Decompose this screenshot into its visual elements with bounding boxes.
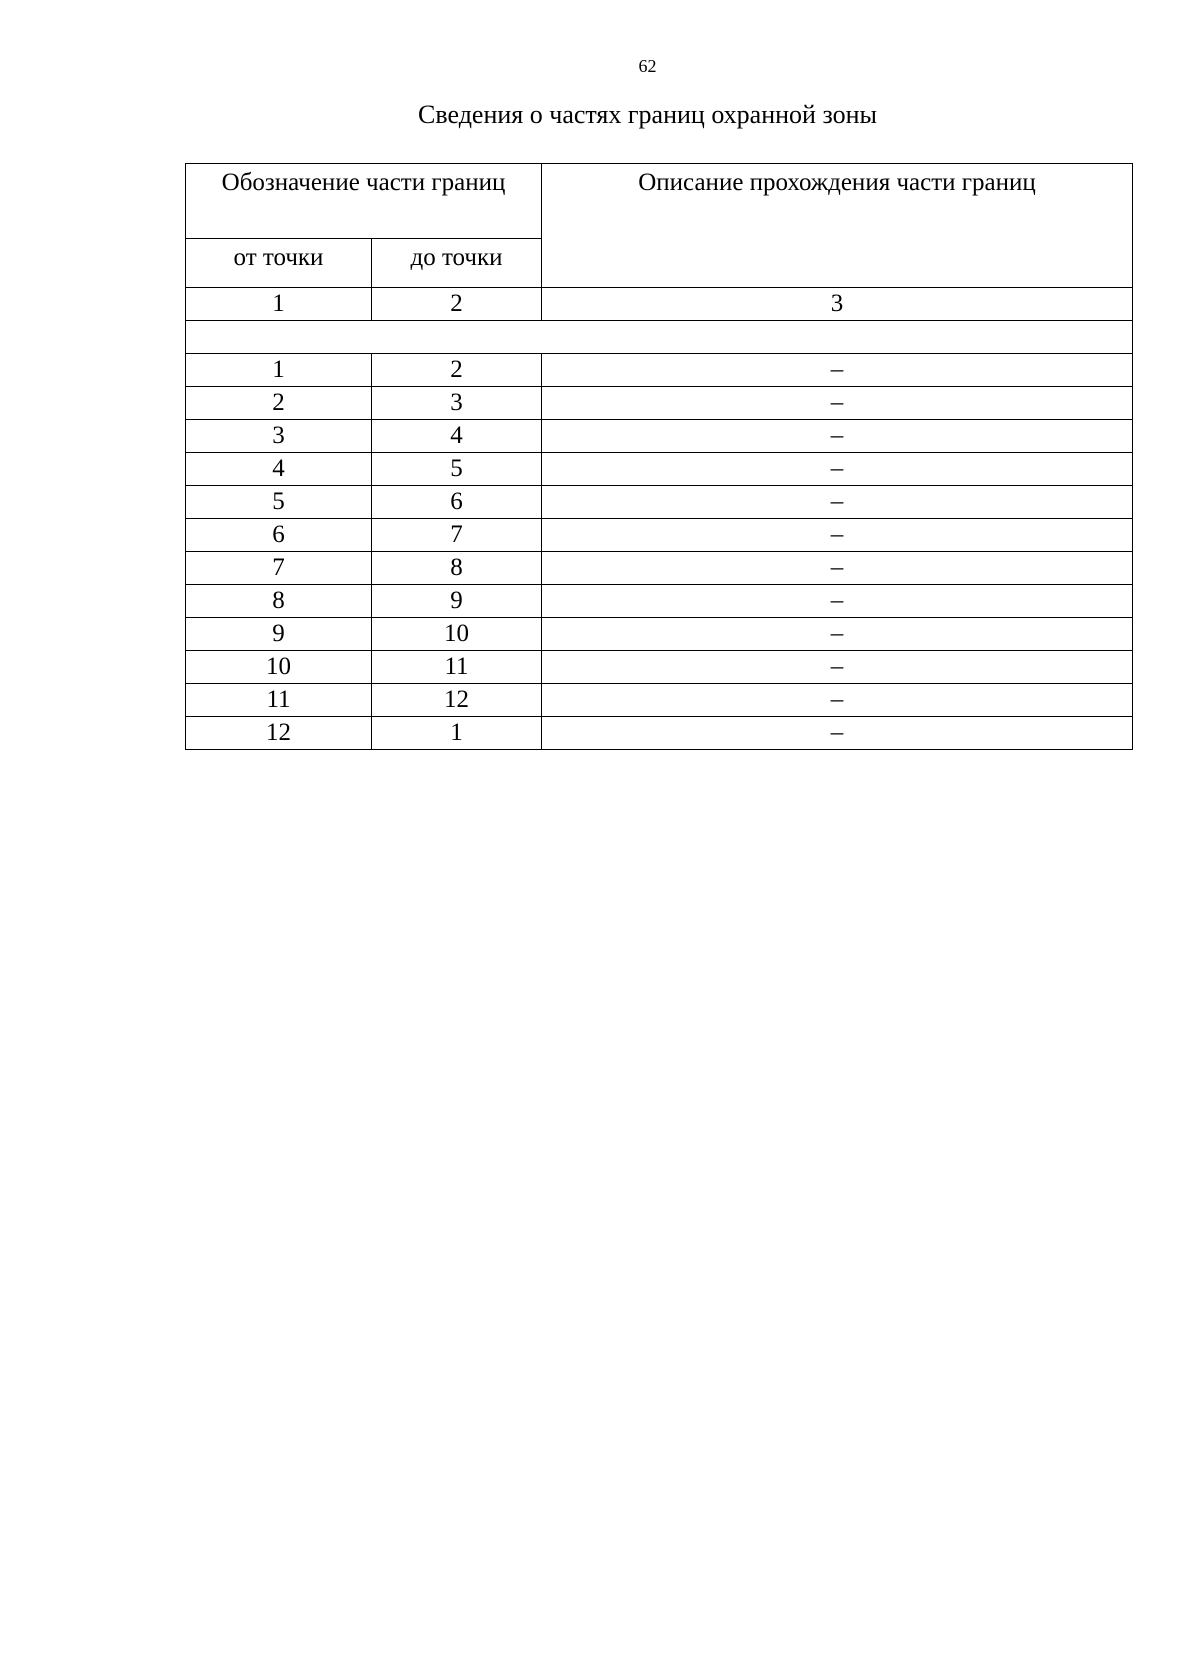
to-point-cell: 12: [372, 684, 542, 717]
to-point-cell: 2: [372, 354, 542, 387]
to-point-cell: 6: [372, 486, 542, 519]
designation-header: Обозначение части границ: [186, 164, 542, 239]
to-point-cell: 11: [372, 651, 542, 684]
table-header-row: [186, 164, 1133, 239]
from-point-cell: 2: [186, 387, 372, 420]
table-row: [186, 585, 1133, 618]
to-point-cell: 7: [372, 519, 542, 552]
description-cell: –: [542, 420, 1133, 453]
from-point-cell: 4: [186, 453, 372, 486]
boundary-parts-table: [185, 163, 1133, 750]
to-point-header: до точки: [372, 239, 542, 288]
from-point-cell: 1: [186, 354, 372, 387]
from-point-cell: 12: [186, 717, 372, 750]
to-point-cell: 5: [372, 453, 542, 486]
table-row: [186, 387, 1133, 420]
table-row: [186, 684, 1133, 717]
column-number-row: [186, 288, 1133, 321]
table-row: [186, 420, 1133, 453]
table-row: [186, 717, 1133, 750]
from-point-cell: 9: [186, 618, 372, 651]
from-point-cell: 5: [186, 486, 372, 519]
from-point-cell: 6: [186, 519, 372, 552]
description-cell: –: [542, 651, 1133, 684]
section-row: [186, 321, 1133, 354]
to-point-cell: 1: [372, 717, 542, 750]
to-point-cell: 4: [372, 420, 542, 453]
from-point-cell: 3: [186, 420, 372, 453]
table-row: [186, 354, 1133, 387]
description-cell: –: [542, 387, 1133, 420]
from-point-header: от точки: [186, 239, 372, 288]
column-number-3: 3: [542, 288, 1133, 321]
description-cell: –: [542, 519, 1133, 552]
table-row: [186, 519, 1133, 552]
from-point-cell: 7: [186, 552, 372, 585]
table-row: [186, 618, 1133, 651]
description-cell: –: [542, 453, 1133, 486]
table-row: [186, 453, 1133, 486]
description-cell: –: [542, 684, 1133, 717]
column-number-2: 2: [372, 288, 542, 321]
table-row: [186, 486, 1133, 519]
description-cell: –: [542, 552, 1133, 585]
table-row: [186, 651, 1133, 684]
to-point-cell: 3: [372, 387, 542, 420]
description-cell: –: [542, 486, 1133, 519]
description-header: Описание прохождения части границ: [542, 164, 1133, 288]
table-row: [186, 552, 1133, 585]
description-cell: –: [542, 354, 1133, 387]
column-number-1: 1: [186, 288, 372, 321]
description-cell: –: [542, 585, 1133, 618]
description-cell: –: [542, 618, 1133, 651]
from-point-cell: 10: [186, 651, 372, 684]
from-point-cell: 11: [186, 684, 372, 717]
page-number: 62: [638, 56, 657, 76]
description-cell: –: [542, 717, 1133, 750]
from-point-cell: 8: [186, 585, 372, 618]
document-title: Сведения о частях границ охранной зоны: [418, 100, 877, 129]
to-point-cell: 9: [372, 585, 542, 618]
to-point-cell: 10: [372, 618, 542, 651]
to-point-cell: 8: [372, 552, 542, 585]
section-label: [186, 321, 1133, 354]
